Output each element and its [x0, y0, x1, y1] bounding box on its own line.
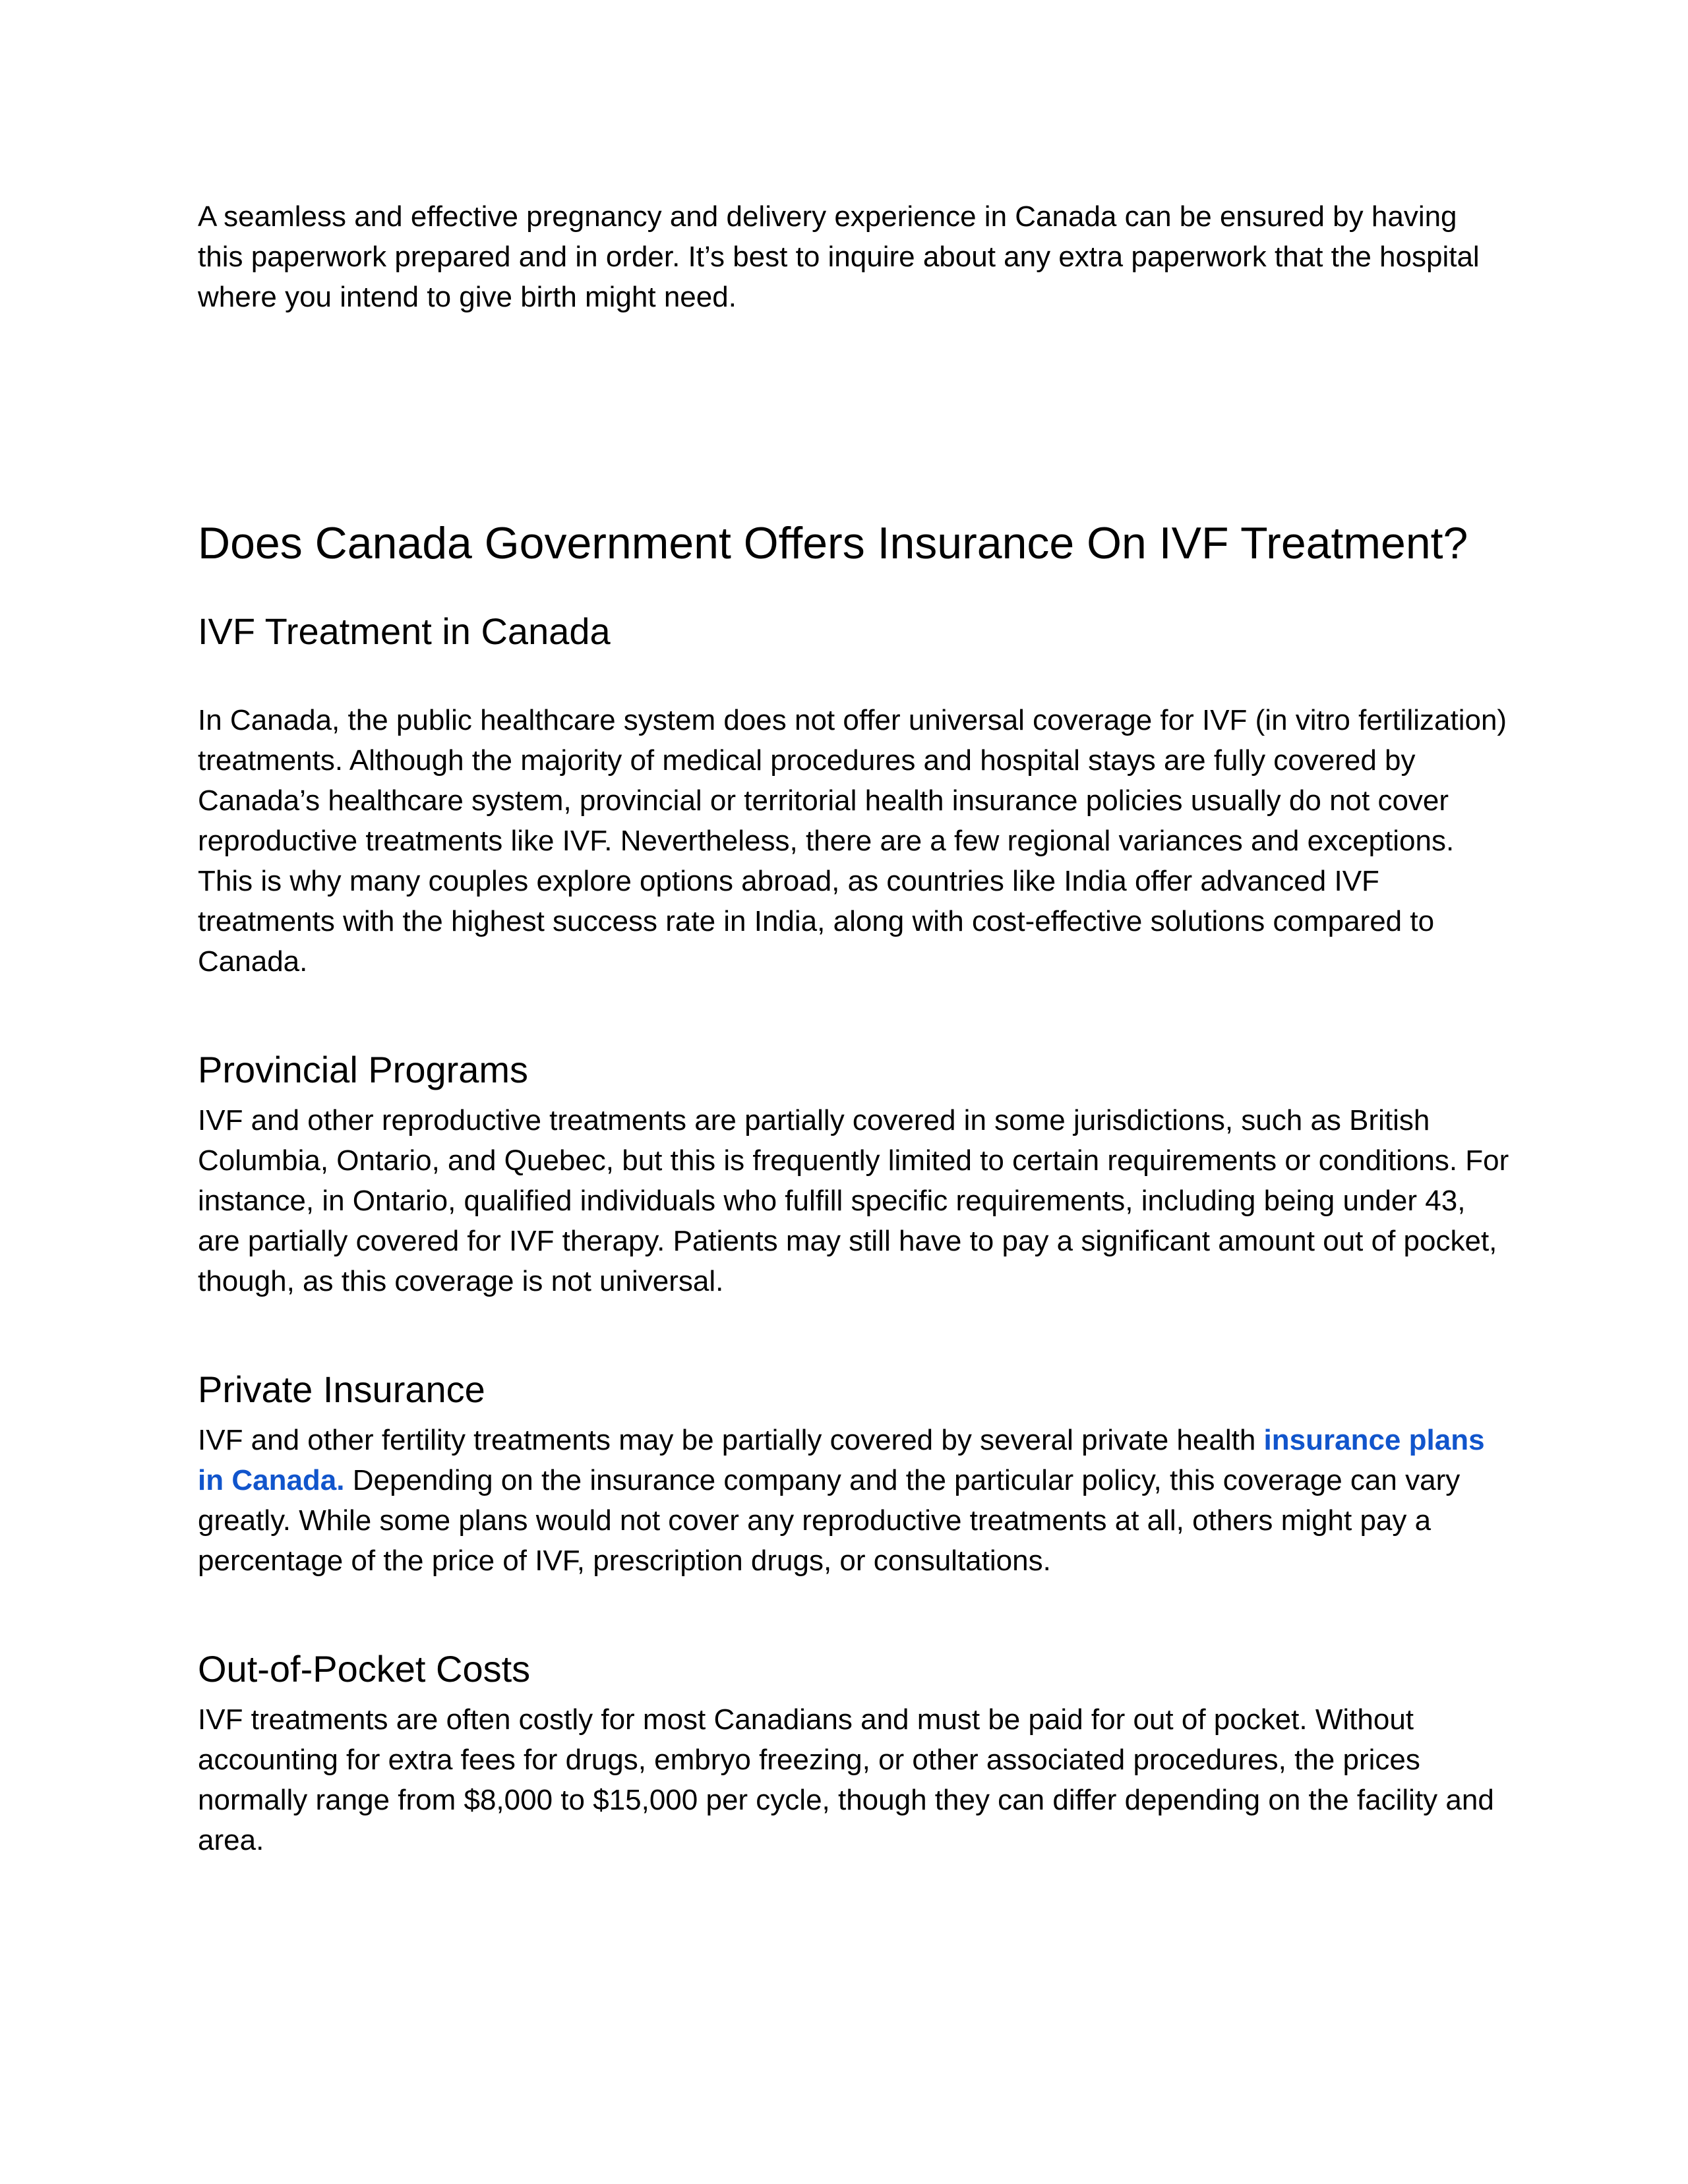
document-page	[198, 196, 1510, 1860]
section-body-private-insurance	[198, 1420, 1510, 1581]
section-body-provincial-programs: IVF and other reproductive treatments are partially covered in some jurisdictions, such as British Columbia, Ontario, and Quebec, but this is frequently limited to certain requirements or conditions. For instance, in Ontario, qualified individuals who fulfill specific requirements, including being under 43, are partially covered for IVF therapy. Patients may still have to pay a significant amount out of pocket, though, as this coverage is not universal.	[198, 1104, 1509, 1297]
section-body-ivf-treatment: In Canada, the public healthcare system does not offer universal coverage for IVF (in vitro fertilization) treatments. Although the majority of medical procedures and hospital stays are fully covered by Canada’s healthcare system, provincial or territorial health insurance policies usually do not cover reproductive treatments like IVF. Nevertheless, there are a few regional variances and exceptions. This is why many couples explore options abroad, as countries like India offer advanced IVF treatments with the highest success rate in India, along with cost-effective solutions compared to Canada.	[198, 704, 1507, 978]
section-heading-provincial-programs: Provincial Programs	[198, 1049, 529, 1090]
section-heading-private-insurance: Private Insurance	[198, 1369, 485, 1410]
private-insurance-text-before: IVF and other fertility treatments may be partially covered by several private health	[198, 1424, 1264, 1456]
section-heading-out-of-pocket: Out-of-Pocket Costs	[198, 1648, 531, 1690]
insurance-plans-link[interactable]: insurance plans in Canada.	[198, 1424, 1485, 1496]
main-heading: Does Canada Government Offers Insurance On IVF Treatment?	[198, 518, 1468, 568]
section-heading-ivf-treatment: IVF Treatment in Canada	[198, 610, 611, 652]
private-insurance-text-after: Depending on the insurance company and the particular policy, this coverage can vary greatly. While some plans would not cover any reproductive treatments at all, others might pay a percentage of the price of IVF, prescription drugs, or consultations.	[198, 1464, 1461, 1577]
intro-paragraph: A seamless and effective pregnancy and delivery experience in Canada can be ensured by having this paperwork prepared and in order. It’s best to inquire about any extra paperwork that the hospital where you intend to give birth might need.	[198, 200, 1480, 313]
section-body-out-of-pocket: IVF treatments are often costly for most Canadians and must be paid for out of pocket. Without accounting for extra fees for drugs, embryo freezing, or other associated procedures, the prices normally range from $8,000 to $15,000 per cycle, though they can differ depending on the facility and area.	[198, 1703, 1494, 1856]
